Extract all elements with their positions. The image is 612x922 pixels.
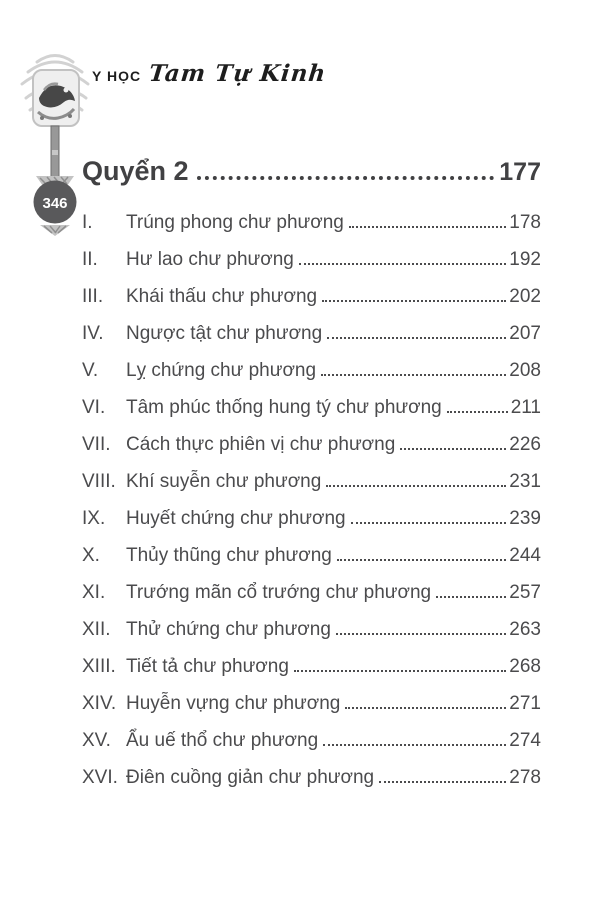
toc-entry	[82, 359, 541, 383]
dot-leader	[379, 781, 506, 783]
toc-entry-numeral: X.	[82, 545, 100, 566]
toc-entry-numeral: VII.	[82, 434, 111, 455]
toc-entry-page: 208	[509, 360, 541, 381]
dot-leader	[321, 374, 506, 376]
badge-bottom-leaf-decoration	[40, 225, 70, 236]
toc-entry-numeral: V.	[82, 360, 99, 381]
dot-leader	[351, 522, 507, 524]
page-badge-number: 346	[42, 195, 68, 212]
toc-entry-page: 226	[509, 434, 541, 455]
toc-entry-title: Huyễn vựng chư phương	[126, 693, 341, 714]
dot-leader	[436, 596, 506, 598]
toc-entry-numeral: III.	[82, 286, 104, 307]
toc-entry-page: 257	[509, 582, 541, 603]
toc-entry	[82, 433, 541, 457]
toc-entry-page: 274	[509, 730, 541, 751]
toc-entry-numeral: XI.	[82, 582, 106, 603]
section-heading-row	[82, 156, 541, 187]
toc-entry-page: 263	[509, 619, 541, 640]
toc-entry-title: Tiết tả chư phương	[126, 656, 289, 677]
dot-leader	[197, 176, 495, 180]
toc-entry	[82, 544, 541, 568]
dot-leader	[322, 300, 506, 302]
toc-entry	[82, 396, 541, 420]
toc-entry-page: 268	[509, 656, 541, 677]
toc-entry	[82, 581, 541, 605]
toc-entry-numeral: XIII.	[82, 656, 116, 677]
toc-entry-page: 192	[509, 249, 541, 270]
toc-entry-title: Trúng phong chư phương	[126, 212, 344, 233]
section-page-number: 177	[499, 158, 541, 186]
book-header	[92, 60, 326, 87]
dot-leader	[323, 744, 506, 746]
book-title-calligraphy: Tam Tự Kinh	[147, 60, 328, 87]
toc-entry-page: 202	[509, 286, 541, 307]
toc-entry-title: Khái thấu chư phương	[126, 286, 318, 307]
toc-entry	[82, 507, 541, 531]
dragon-medallion-icon	[33, 70, 79, 126]
toc-entry-title: Điên cuồng giản chư phương	[126, 767, 375, 788]
toc-entry	[82, 729, 541, 753]
toc-entry-page: 271	[509, 693, 541, 714]
toc-entry-page: 207	[509, 323, 541, 344]
toc-entry-title: Trướng mãn cổ trướng chư phương	[126, 582, 432, 603]
toc-entry	[82, 285, 541, 309]
toc-entry-numeral: VI.	[82, 397, 106, 418]
toc-entry-numeral: VIII.	[82, 471, 116, 492]
toc-entry-numeral: XIV.	[82, 693, 117, 714]
toc-entry-title: Thủy thũng chư phương	[126, 545, 332, 566]
toc-entry-page: 239	[509, 508, 541, 529]
table-of-contents	[82, 156, 541, 803]
toc-entry-title: Ẩu uế thổ chư phương	[126, 730, 319, 751]
dot-leader	[299, 263, 506, 265]
stem-knot-decoration	[52, 150, 58, 155]
dot-leader	[336, 633, 506, 635]
dot-leader	[327, 337, 506, 339]
toc-entry-numeral: IX.	[82, 508, 106, 529]
toc-entry-numeral: II.	[82, 249, 98, 270]
toc-entry-numeral: IV.	[82, 323, 104, 344]
toc-entry-page: 211	[510, 397, 541, 418]
toc-entry	[82, 470, 541, 494]
dot-leader	[294, 670, 506, 672]
section-heading: Quyển 2	[82, 156, 189, 186]
toc-entry-title: Thử chứng chư phương	[126, 619, 331, 640]
toc-entry-title: Cách thực phiên vị chư phương	[126, 434, 396, 455]
toc-entry-title: Huyết chứng chư phương	[126, 508, 346, 529]
dot-leader	[326, 485, 506, 487]
toc-entry-numeral: I.	[82, 212, 93, 233]
toc-entry-page: 231	[509, 471, 541, 492]
book-series-label: Y HỌC	[92, 68, 142, 84]
toc-entry-numeral: XII.	[82, 619, 111, 640]
toc-entry-numeral: XV.	[82, 730, 111, 751]
toc-entry-title: Hư lao chư phương	[126, 249, 294, 270]
toc-entry	[82, 618, 541, 642]
toc-entry	[82, 211, 541, 235]
toc-entry-page: 178	[509, 212, 541, 233]
dot-leader	[337, 559, 506, 561]
toc-entry-numeral: XVI.	[82, 767, 118, 788]
toc-entry-list	[82, 211, 541, 790]
toc-entry	[82, 692, 541, 716]
dot-leader	[447, 411, 508, 413]
toc-entry-title: Ngược tật chư phương	[126, 323, 323, 344]
toc-entry-title: Lỵ chứng chư phương	[126, 360, 317, 381]
toc-entry	[82, 655, 541, 679]
toc-entry-page: 278	[509, 767, 541, 788]
toc-entry	[82, 766, 541, 790]
toc-entry-title: Tâm phúc thống hung tý chư phương	[126, 397, 442, 418]
toc-entry-title: Khí suyễn chư phương	[126, 471, 322, 492]
dot-leader	[349, 226, 506, 228]
dot-leader	[345, 707, 506, 709]
toc-entry	[82, 322, 541, 346]
toc-entry-page: 244	[509, 545, 541, 566]
toc-entry	[82, 248, 541, 272]
dot-leader	[400, 448, 506, 450]
